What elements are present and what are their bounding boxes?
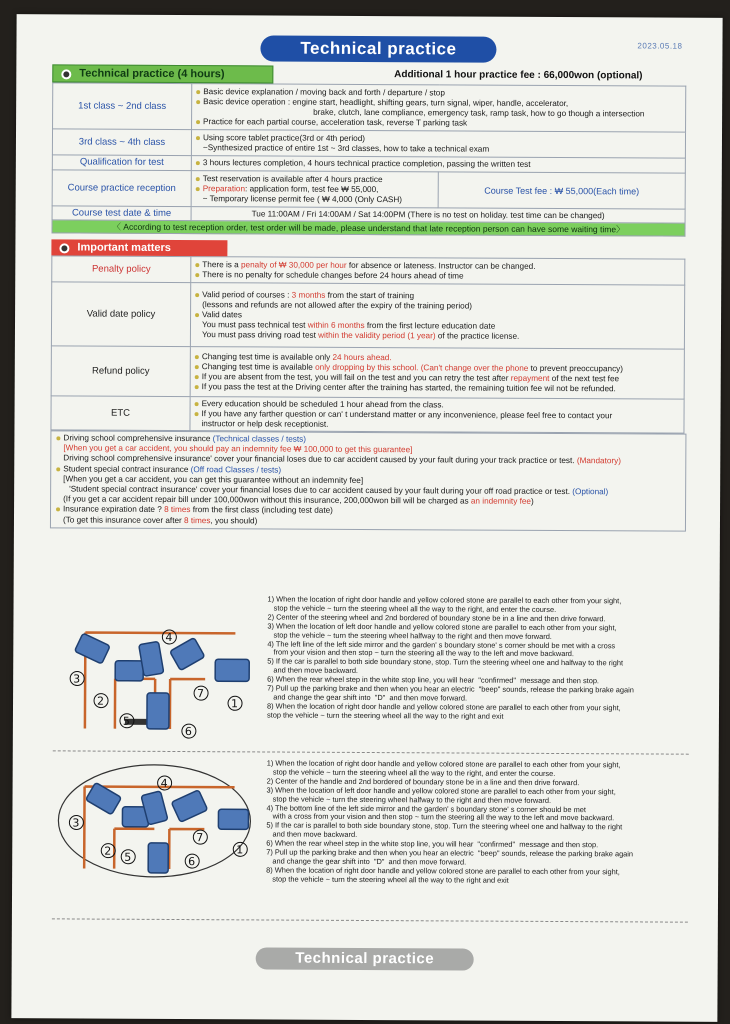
step-number: 3: [72, 816, 80, 830]
table-row: [51, 282, 684, 349]
list-item: Test reservation is available after 4 hours practice: [195, 174, 435, 185]
main-content: [50, 64, 686, 531]
list-item: Valid period of courses : 3 months from the start of training: [194, 290, 681, 303]
footer-title: Technical practice: [256, 947, 474, 970]
parking-diagram-bottom: [54, 758, 265, 889]
step-line: stop the vehicle ~ turn the steering wheel halfway to the right and then move forward.: [267, 630, 552, 641]
row-label: Course test date & time: [52, 206, 191, 221]
list-item: Driving school comprehensive insurance (Technical classes / tests): [55, 433, 681, 446]
list-item-continued: (lessons and refunds are not allowed after the expiry of the training period): [202, 299, 473, 311]
step-number: 5: [124, 850, 132, 864]
step-line: 8) When the location of right door handle and yellow colored stone are parallel to each other from your sight,: [266, 701, 621, 713]
step-line: 3) When the location of left door handle and yellow colored stone are parallel to each other from your sight,: [266, 785, 616, 797]
row-label: 3rd class ~ 4th class: [52, 129, 191, 156]
important-section-title: Important matters: [77, 241, 171, 254]
step-number: 4: [160, 776, 168, 790]
list-item-continued: ~Synthesized practice of entire 1st ~ 3rd classes, how to take a technical exam: [202, 142, 490, 154]
step-line: 4) The left line of the left side mirror and the garden' s boundary stone' s corner should be met with a cross: [267, 639, 616, 650]
list-item: Changing test time is available only dropping by this school. (Can't change over the phone to prevent preoccupancy): [194, 362, 681, 375]
step-line: stop the vehicle ~ turn the steering wheel halfway to the right and then move forward.: [266, 794, 552, 805]
step-line: stop the vehicle ~ turn the steering wheel all the way to the right, and enter the course.: [266, 767, 556, 778]
list-item-continued: You must pass driving road test within the validity period (1 year) of the practice license.: [201, 329, 520, 341]
table-row: [52, 129, 685, 158]
insurance-note: [When you get a car accident, you should pay an indemnity fee ₩ 100,000 to get this guarantee]: [63, 443, 413, 455]
fee-value: ₩ 55,000(Each time): [554, 185, 640, 196]
step-line: 6) When the rear wheel step in the white stop line, you will hear "confirmed" message and then stop.: [267, 674, 600, 686]
notice-bar: 〈 According to test reception order, test order will be made, please understand that late reception person can have some waiting time〉: [52, 220, 685, 236]
list-item-continued: You must pass technical test within 6 months from the first lecture education date: [201, 319, 496, 331]
preparation-text: : application form, test fee ₩ 55,000,: [245, 183, 379, 194]
document-date: 2023.05.18: [637, 41, 683, 51]
step-line: 2) Center of the steering wheel and 2nd bordered of boundary stone be in a line and then drive forward.: [267, 612, 606, 624]
list-item: Basic device operation : engine start, headlight, shifting gears, turn signal, wiper, handle, accelerator,: [195, 97, 682, 110]
step-line: and change the gear shift into "D" and then move forward.: [266, 856, 467, 867]
car-icon: [148, 843, 168, 873]
car-icon: [171, 790, 207, 823]
list-item: If you have any farther question or can' t understand matter or any inconvenience, please feel free to contact your: [194, 409, 681, 422]
list-item: There is no penalty for schedule changes before 24 hours ahead of time: [194, 270, 681, 283]
list-item: If you pass the test at the Driving center after the training has started, the remaining tuition fee wil not be refunded.: [194, 382, 681, 395]
step-line: 4) The bottom line of the left side mirror and the garden' s boundary stone' s corner should be met: [266, 803, 586, 814]
row-content: [190, 397, 684, 434]
table-row: [53, 83, 686, 132]
steps-list-bottom: [266, 759, 707, 886]
list-item-continued: instructor or help desk receptionist.: [201, 418, 329, 429]
step-line: and change the gear shift into "D" and then move forward.: [267, 692, 468, 703]
step-line: stop the vehicle ~ turn the steering wheel all the way to the right and exit: [266, 874, 509, 885]
row-content: [190, 347, 684, 400]
row-label: 1st class ~ 2nd class: [53, 83, 192, 130]
step-number: 3: [73, 672, 81, 686]
bullet-icon: [61, 69, 71, 79]
document-page: [11, 14, 722, 1022]
insurance-text: 'Student special contract insurance' cover your financial loses due to car accident caused by your fault during your off road practice or test. (Optional): [69, 484, 609, 497]
row-content: [191, 171, 438, 208]
step-line: 7) Pull up the parking brake and then when you hear an electric "beep" sounds, release the parking brake again: [267, 683, 634, 695]
extra-fee-text: Additional 1 hour practice fee : 66,000won (optional): [394, 69, 643, 82]
step-number: 2: [104, 844, 112, 858]
car-icon: [170, 638, 205, 671]
technical-table: [51, 82, 686, 236]
step-line: 5) If the car is parallel to both side boundary stone, stop. Turn the steering wheel one and halfway to the right: [266, 820, 623, 832]
list-item: Insurance expiration date ? 8 times from the first class (including test date): [55, 505, 681, 518]
car-icon: [115, 661, 143, 681]
step-line: 6) When the rear wheel step in the white stop line, you will hear "confirmed" message and then stop.: [266, 838, 599, 850]
insurance-text: (To get this insurance cover after 8 times, you should): [62, 515, 258, 526]
row-label: Course practice reception: [52, 170, 191, 207]
step-line: 2) Center of the handle and 2nd bordered of boundary stone be in a line and then drive forward.: [266, 776, 580, 787]
insurance-box: [50, 430, 687, 531]
divider: [52, 918, 688, 922]
list-item: If you are absent from the test, you will fail on the test and you can retry the test after repayment of the next test fee: [194, 372, 681, 385]
preparation-label: Preparation: [202, 183, 246, 193]
important-table: [50, 255, 685, 433]
step-number: 2: [97, 694, 105, 708]
row-label: Penalty policy: [52, 256, 191, 283]
step-number: 1: [236, 843, 244, 857]
list-item: Using score tablet practice(3rd or 4th period): [195, 133, 682, 146]
step-line: 7) Pull up the parking brake and then when you hear an electric "beep" sounds, release the parking brake again: [266, 847, 634, 859]
car-icon: [147, 693, 169, 729]
step-number: 4: [165, 630, 173, 644]
row-label: Valid date policy: [51, 282, 190, 347]
technical-section-title: Technical practice (4 hours): [79, 67, 225, 81]
step-number: 1: [230, 697, 239, 711]
row-content: [191, 130, 685, 159]
technical-section-header: [52, 64, 643, 83]
row-label: Qualification for test: [52, 155, 191, 171]
list-item-continued: brake, clutch, lane compliance, emergency task, ramp task, how to go though a intersection: [313, 107, 645, 118]
step-line: and then move backward.: [266, 829, 358, 840]
table-row: [52, 256, 685, 285]
step-line: and then move backward.: [267, 665, 359, 676]
step-line: stop the vehicle ~ turn the steering wheel all the way to the right, and enter the course.: [267, 603, 557, 614]
divider: [53, 750, 689, 754]
step-number: 7: [196, 831, 204, 845]
step-number: 6: [184, 725, 192, 739]
step-line: 8) When the location of right door handle and yellow colored stone are parallel to each other from your sight,: [266, 865, 620, 877]
important-section-header: [51, 239, 227, 256]
list-item: Student special contract insurance (Off road Classes / tests): [55, 464, 681, 477]
table-row: [52, 170, 685, 209]
step-line: 1) When the location of right door handle and yellow colored stone are parallel to each other from your sight,: [267, 594, 622, 606]
car-icon: [74, 633, 110, 664]
table-row: [51, 346, 684, 399]
table-row: [51, 396, 684, 433]
list-item: Practice for each partial course, acceleration task, reverse T parking task: [195, 117, 682, 130]
step-number: 6: [188, 855, 196, 869]
list-item: Basic device explanation / moving back and forth / departure / stop: [195, 87, 682, 100]
step-line: with a cross from your vision and then stop ~ turn the steering all the way to the left and move backward.: [266, 811, 615, 823]
row-content: [190, 283, 684, 350]
step-line: 3) When the location of left door handle and yellow colored stone are parallel to each other from your sight,: [267, 621, 617, 633]
fee-label: Course Test fee :: [484, 185, 555, 196]
car-icon: [215, 659, 249, 681]
list-item: There is a penalty of ₩ 30,000 per hour for absence or lateness. Instructor can be changed.: [194, 260, 681, 273]
row-label: Refund policy: [51, 346, 190, 397]
steps-list-top: [267, 595, 708, 722]
insurance-text: Driving school comprehensive insurance' cover your financial loses due to car accident caused by your fault during your track practice or test. (Mandatory): [63, 453, 622, 466]
insurance-text: (If you get a car accident repair bill under 100,000won without this insurance, 200,000won bill will be charged as an indemnity fee): [63, 494, 534, 507]
list-item: Every education should be scheduled 1 hour ahead from the class.: [194, 399, 681, 412]
row-label: ETC: [51, 396, 190, 431]
parking-diagram-top: [55, 618, 266, 749]
step-line: 1) When the location of right door handle and yellow colored stone are parallel to each other from your sight,: [266, 758, 621, 770]
row-content: [192, 84, 686, 133]
course-test-fee: [438, 172, 685, 209]
page-title: Technical practice: [260, 35, 496, 62]
row-content: [191, 257, 685, 286]
list-item: Changing test time is available only 24 hours ahead.: [194, 352, 681, 365]
list-item: Valid dates: [194, 310, 681, 323]
bullet-icon: [59, 243, 69, 253]
step-number: 7: [197, 687, 205, 701]
step-line: stop the vehicle ~ turn the steering wheel all the way to the right and exit: [266, 710, 504, 721]
row-content: Tue 11:00AM / Fri 14:00AM / Sat 14:00PM (There is no test on holiday. test time can be changed): [191, 207, 685, 224]
step-line: 5) If the car is parallel to both side boundary stone, stop. Turn the steering wheel one and halfway to the right: [267, 656, 624, 668]
step-line: from your vision and then stop ~ turn the steering all the way to the left and move backward.: [267, 647, 574, 659]
list-item: 3 hours lectures completion, 4 hours technical practice completion, passing the written test: [195, 158, 682, 171]
list-item-continued: ~ Temporary license permit fee ( ₩ 4,000 (Only CASH): [202, 193, 403, 204]
insurance-note: [When you get a car accident, you can get this guarantee without an indemnity fee]: [63, 474, 364, 485]
car-icon: [218, 809, 248, 829]
car-icon: [139, 641, 164, 676]
step-number: 5: [122, 714, 130, 728]
